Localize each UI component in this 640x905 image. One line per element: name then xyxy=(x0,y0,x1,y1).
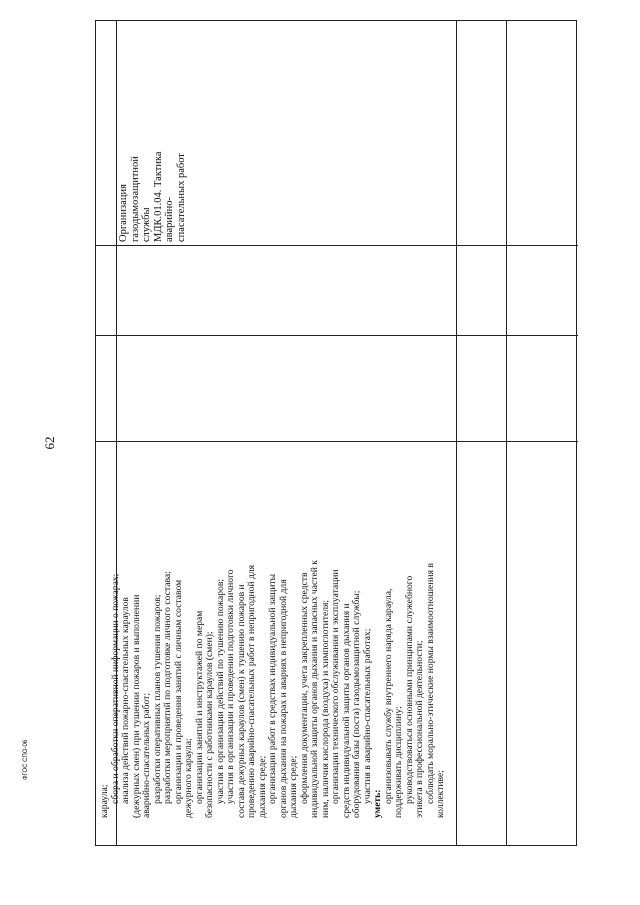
text-line: караула; xyxy=(99,784,110,818)
text-line: оборудования базы (поста) газодымозащитной службы; xyxy=(351,590,362,818)
text-line: состава дежурных караулов (смен) к тушению пожаров и xyxy=(235,584,247,818)
text-line: дыхания среде; xyxy=(288,755,299,818)
text-line: уметь: xyxy=(372,789,383,818)
mdk-cell-text xyxy=(118,42,187,242)
text-line: ним, наличия кислорода (воздуха) и химпоглотителя; xyxy=(319,599,331,818)
text-line: индивидуальной защиты органов дыхания и запасных частей к xyxy=(309,560,320,818)
text-line: безопасности с работниками караулов (смен); xyxy=(204,631,215,818)
text-line: МДК.01.04. Тактика xyxy=(152,151,164,242)
text-line: газодымозащитной xyxy=(129,156,141,242)
text-line: организации работ в средствах индивидуальной защиты xyxy=(267,573,278,804)
text-line: аварийно-спасательных работ; xyxy=(141,693,152,818)
text-line: анализа действий пожарно-спасательных караулов xyxy=(120,597,131,804)
text-line: организации занятий и инструктажей по мерам xyxy=(193,610,205,804)
text-line: участия в организации и проведении подготовки личного xyxy=(225,569,236,804)
text-line: органов дыхания на пожарах и авариях в непригодной для xyxy=(277,579,289,818)
text-line: соблюдать морально-этические нормы взаимоотношения в xyxy=(424,563,436,804)
page-number: 62 xyxy=(42,436,57,450)
footer-standard-code: ФГОС СПО-06 xyxy=(23,739,29,780)
text-line: службы xyxy=(141,207,152,242)
text-line: коллективе; xyxy=(435,770,446,818)
table-divider xyxy=(506,21,507,845)
text-line: организации и проведения занятий с личным составом xyxy=(172,579,184,804)
text-line: организации технического обслуживания и эксплуатации xyxy=(330,569,341,804)
text-line: разработки оперативных планов тушения пожаров; xyxy=(151,594,163,804)
text-line: организовывать службу внутреннего наряда караула, xyxy=(382,588,394,804)
text-line: дыхания среде; xyxy=(256,755,268,818)
table-divider xyxy=(456,21,457,845)
text-line: аварийно- xyxy=(164,197,175,242)
text-line: проведению аварийно-спасательных работ в непригодной для xyxy=(246,564,257,818)
text-line: Организация xyxy=(118,184,129,242)
text-line: (дежурных смен) при тушении пожаров и выполнении xyxy=(130,594,142,818)
text-line: участия в аварийно-спасательных работах; xyxy=(361,628,373,804)
text-line: этикета в профессиональной деятельности; xyxy=(414,640,425,818)
text-line: участия в организации действий по тушению пожаров; xyxy=(214,578,226,804)
text-line: спасательных работ xyxy=(175,153,187,242)
text-line: разработки мероприятий по подготовке личного состава; xyxy=(162,571,173,804)
text-line: дежурного караула; xyxy=(183,738,194,818)
text-line: оформления документации, учета закрепленных средств xyxy=(298,572,310,804)
text-line: сбора и обработки оперативной информации о пожарах; xyxy=(109,573,121,804)
text-line: поддерживать дисциплину; xyxy=(393,706,404,818)
text-line: руководствоваться основными принципами служебного xyxy=(403,575,415,804)
text-line: средств индивидуальной защиты органов дыхания и xyxy=(340,603,352,818)
